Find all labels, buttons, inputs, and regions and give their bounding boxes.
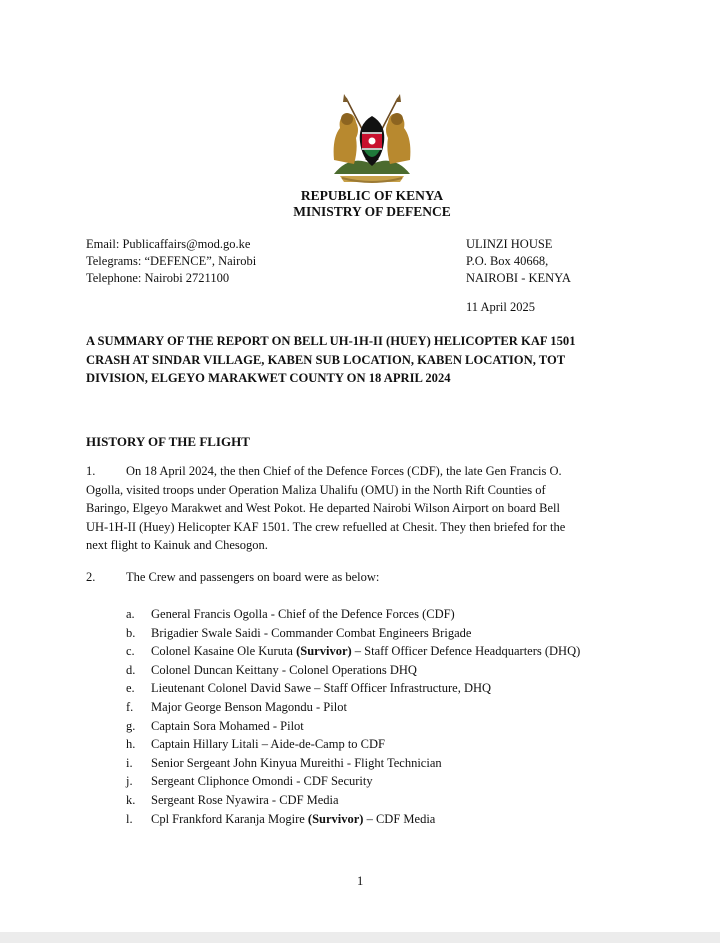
paragraph-line: Ogolla, visited troops under Operation Maliza Uhalifu (OMU) in the North Rift Counties of	[86, 482, 546, 497]
paragraph-line: On 18 April 2024, the then Chief of the Defence Forces (CDF), the late Gen Francis O.	[126, 464, 562, 478]
list-marker: g.	[126, 718, 136, 733]
list-item	[126, 810, 580, 829]
title-line: A SUMMARY OF THE REPORT ON BELL UH-1H-II (HUEY) HELICOPTER KAF 1501	[86, 334, 576, 348]
title-line: CRASH AT SINDAR VILLAGE, KABEN SUB LOCATION, KABEN LOCATION, TOT	[86, 352, 566, 367]
list-marker: e.	[126, 681, 135, 696]
paragraph-line: UH-1H-II (Huey) Helicopter KAF 1501. The crew refuelled at Chesit. They then briefed for the	[86, 519, 566, 534]
contact-left	[86, 236, 256, 287]
list-item-text: General Francis Ogolla - Chief of the Defence Forces (CDF)	[151, 607, 455, 621]
republic-heading: REPUBLIC OF KENYA	[300, 188, 444, 203]
list-item-text: Brigadier Swale Saidi - Commander Combat Engineers Brigade	[151, 625, 472, 640]
list-item	[126, 624, 580, 643]
list-item-role: – CDF Media	[363, 811, 436, 826]
telephone-line: Telephone: Nairobi 2721100	[86, 271, 230, 285]
survivor-label: (Survivor)	[296, 644, 352, 659]
list-item	[126, 717, 580, 736]
telegrams-line: Telegrams: “DEFENCE”, Nairobi	[86, 254, 257, 268]
list-item	[126, 698, 580, 717]
list-item-role: – Staff Officer Defence Headquarters (DHQ)	[351, 644, 581, 659]
list-item-text: Major George Benson Magondu - Pilot	[151, 699, 347, 714]
list-marker: d.	[126, 662, 136, 677]
list-item	[126, 772, 580, 791]
list-item-text: Captain Hillary Litali – Aide-de-Camp to CDF	[151, 737, 385, 752]
list-marker: k.	[126, 792, 136, 807]
list-item-text: Colonel Duncan Keittany - Colonel Operations DHQ	[151, 662, 417, 677]
list-item	[126, 754, 580, 773]
document-date: 11 April 2025	[466, 300, 535, 314]
paragraph-2	[86, 570, 379, 585]
paragraph-number: 2.	[86, 570, 96, 584]
list-marker: j.	[126, 774, 133, 789]
list-marker: c.	[126, 644, 135, 659]
list-item	[126, 642, 580, 661]
building-line: ULINZI HOUSE	[466, 237, 553, 251]
coat-of-arms-icon	[326, 94, 418, 184]
report-title	[86, 332, 646, 388]
ministry-heading: MINISTRY OF DEFENCE	[293, 204, 451, 219]
city-line: NAIROBI - KENYA	[466, 271, 571, 285]
list-item-text: Captain Sora Mohamed - Pilot	[151, 718, 304, 733]
email-line: Email: Publicaffairs@mod.go.ke	[86, 237, 251, 251]
list-item-text: Lieutenant Colonel David Sawe – Staff Officer Infrastructure, DHQ	[151, 681, 492, 696]
list-marker: l.	[126, 811, 133, 826]
list-item-text: Sergeant Cliphonce Omondi - CDF Security	[151, 774, 373, 789]
list-item-text: Cpl Frankford Karanja Mogire	[151, 811, 308, 826]
po-box-line: P.O. Box 40668,	[466, 254, 549, 268]
list-item-text: Colonel Kasaine Ole Kuruta	[151, 644, 297, 659]
survivor-label: (Survivor)	[307, 811, 364, 826]
list-marker: i.	[126, 755, 133, 770]
list-item	[126, 791, 580, 810]
list-item-text: Senior Sergeant John Kinyua Mureithi - Flight Technician	[151, 755, 442, 770]
section-heading: HISTORY OF THE FLIGHT	[86, 434, 250, 449]
paragraph-line: Baringo, Elgeyo Marakwet and West Pokot. He departed Nairobi Wilson Airport on board Bell	[86, 501, 560, 515]
page-number: 1	[357, 874, 364, 888]
list-marker: b.	[126, 625, 136, 640]
paragraph-number: 1.	[86, 464, 96, 478]
paragraph-1	[86, 462, 646, 555]
list-item	[126, 605, 580, 624]
contact-right	[466, 236, 571, 287]
paragraph-text: The Crew and passengers on board were as below:	[126, 570, 380, 584]
title-line: DIVISION, ELGEYO MARAKWET COUNTY ON 18 APRIL 2024	[86, 371, 451, 385]
list-item	[126, 661, 580, 680]
list-marker: a.	[126, 607, 135, 621]
list-marker: h.	[126, 737, 136, 752]
list-item-text: Sergeant Rose Nyawira - CDF Media	[151, 792, 339, 807]
crew-list	[126, 605, 580, 828]
list-item	[126, 735, 580, 754]
paragraph-line: next flight to Kainuk and Chesogon.	[86, 538, 268, 552]
list-marker: f.	[126, 699, 134, 714]
list-item	[126, 679, 580, 698]
